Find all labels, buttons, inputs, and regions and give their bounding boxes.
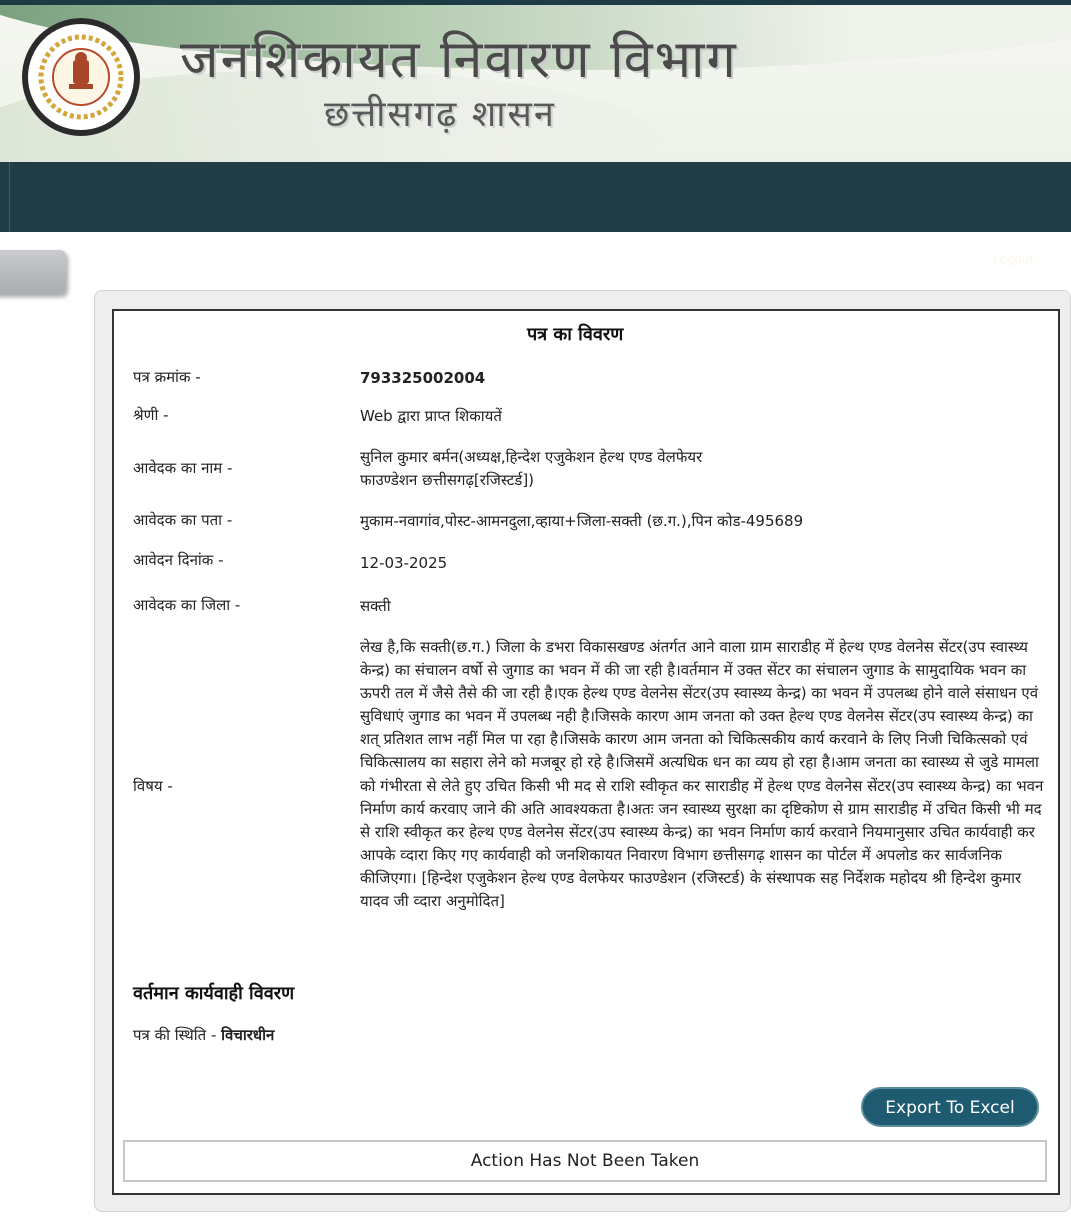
letter-details-heading: पत्र का विवरण [527, 324, 624, 345]
applicant-name-label: आवेदक का नाम - [133, 459, 233, 477]
subject-label: विषय - [133, 777, 173, 795]
application-date-label: आवेदन दिनांक - [133, 551, 224, 569]
header-banner [0, 0, 1071, 162]
navigation-bar [0, 162, 1071, 232]
nav-separator [9, 162, 10, 232]
application-date-value: 12-03-2025 [360, 554, 448, 572]
letter-status-line [133, 1025, 274, 1045]
banner-top-line [0, 0, 1071, 5]
letter-status-label: पत्र की स्थिति - [133, 1026, 222, 1044]
letter-status-value: विचारधीन [221, 1026, 275, 1044]
department-subtitle: छत्तीसगढ़ शासन [324, 94, 556, 135]
action-status-box [123, 1140, 1047, 1182]
address-label: आवेदक का पता - [133, 511, 233, 529]
applicant-name-line2: फाउण्डेशन छत्तीसगढ़[रजिस्टर्ड]) [360, 471, 535, 489]
applicant-name-line1: सुनिल कुमार बर्मन(अध्यक्ष,हिन्देश एजुकेशन हेल्थ एण्ड वेलफेयर [360, 448, 703, 466]
state-emblem-logo [22, 18, 140, 136]
export-to-excel-button[interactable]: Export To Excel [861, 1087, 1039, 1127]
category-value: Web द्वारा प्राप्त शिकायतें [360, 407, 502, 425]
address-value: मुकाम-नवागांव,पोस्ट-आमनदुला,व्हाया+जिला-सक्ती (छ.ग.),पिन कोड-495689 [360, 512, 804, 530]
subject-text: लेख है,कि सक्ती(छ.ग.) जिला के डभरा विकासखण्ड अंतर्गत आने वाला ग्राम साराडीह में हेल्थ एण्ड वेलनेस सेंटर(उप स्वास्थ्य केन्द्र) का संचालन वर्षो से जुगाड का भवन में की जा रही है।वर्तमान में उक्त सेंटर का संचालन जुगाड के सामुदायिक भवन का ऊपरी तल में जैसे तैसे की जा रही है।एक हेल्थ एण्ड वेलनेस सेंटर(उप स्वास्थ्य केन्द्र) का भवन में उपलब्ध होने वाले संसाधन एवं सुविधाएं जुगाड का भवन में उपलब्ध नही है।जिसके कारण आम जनता को उक्त हेल्थ एण्ड वेलनेस सेंटर(उप स्वास्थ्य केन्द्र) का शत् प्रतिशत लाभ नहीं मिल पा रहा है।जिसके कारण आम जनता को चिकित्सकीय कार्य करवाने के लिए निजी चिकित्सको एवं चिकित्सालय का सहारा लेने को मजबूर हो रहे है।जिसमें अत्यधिक धन का व्यय हो रहा है।आम जनता का स्वास्थ्य से जुडे मामला को गंभीरता से लेते हुए उचित किसी भी मद से राशि स्वीकृत कर साराडीह में हेल्थ एण्ड वेलनेस सेंटर(उप स्वास्थ्य केन्द्र) का भवन निर्माण कार्य करवाए जाने की अति आवश्यकता है।अतः जन स्वास्थ्य सुरक्षा का दृष्टिकोण से ग्राम साराडीह में उचित किसी भी मद से राशि स्वीकृत कर हेल्थ एण्ड वेलनेस सेंटर(उप स्वास्थ्य केन्द्र) का भवन निर्माण कार्य करवाने नियमानुसार उचित कार्यवाही कर आपके व्दारा किए गए कार्यवाही को जनशिकायत निवारण विभाग छत्तीसगढ़ शासन का पोर्टल में अपलोड कर सार्वजनिक कीजिएगा। [हिन्देश एजुकेशन हेल्थ एण्ड वेलफेयर फाउण्डेशन (रजिस्टर्ड) के संस्थापक सह निर्देशक महोदय श्री हिन्देश कुमार यादव जी व्दारा अनुमोदित] [360, 638, 1044, 911]
logout-link[interactable]: Logout [993, 252, 1035, 266]
category-label: श्रेणी - [133, 406, 169, 424]
current-action-heading: वर्तमान कार्यवाही विवरण [133, 983, 295, 1004]
letter-number-label: पत्र क्रमांक - [133, 368, 201, 386]
action-status-message: Action Has Not Been Taken [470, 1151, 700, 1171]
district-label: आवेदक का जिला - [133, 596, 241, 614]
district-value: सक्ती [360, 597, 391, 615]
emblem-icon [22, 18, 140, 136]
side-tab-button[interactable] [0, 250, 66, 294]
department-title: जनशिकायत निवारण विभाग [180, 30, 738, 90]
letter-number-value: 793325002004 [360, 369, 486, 387]
